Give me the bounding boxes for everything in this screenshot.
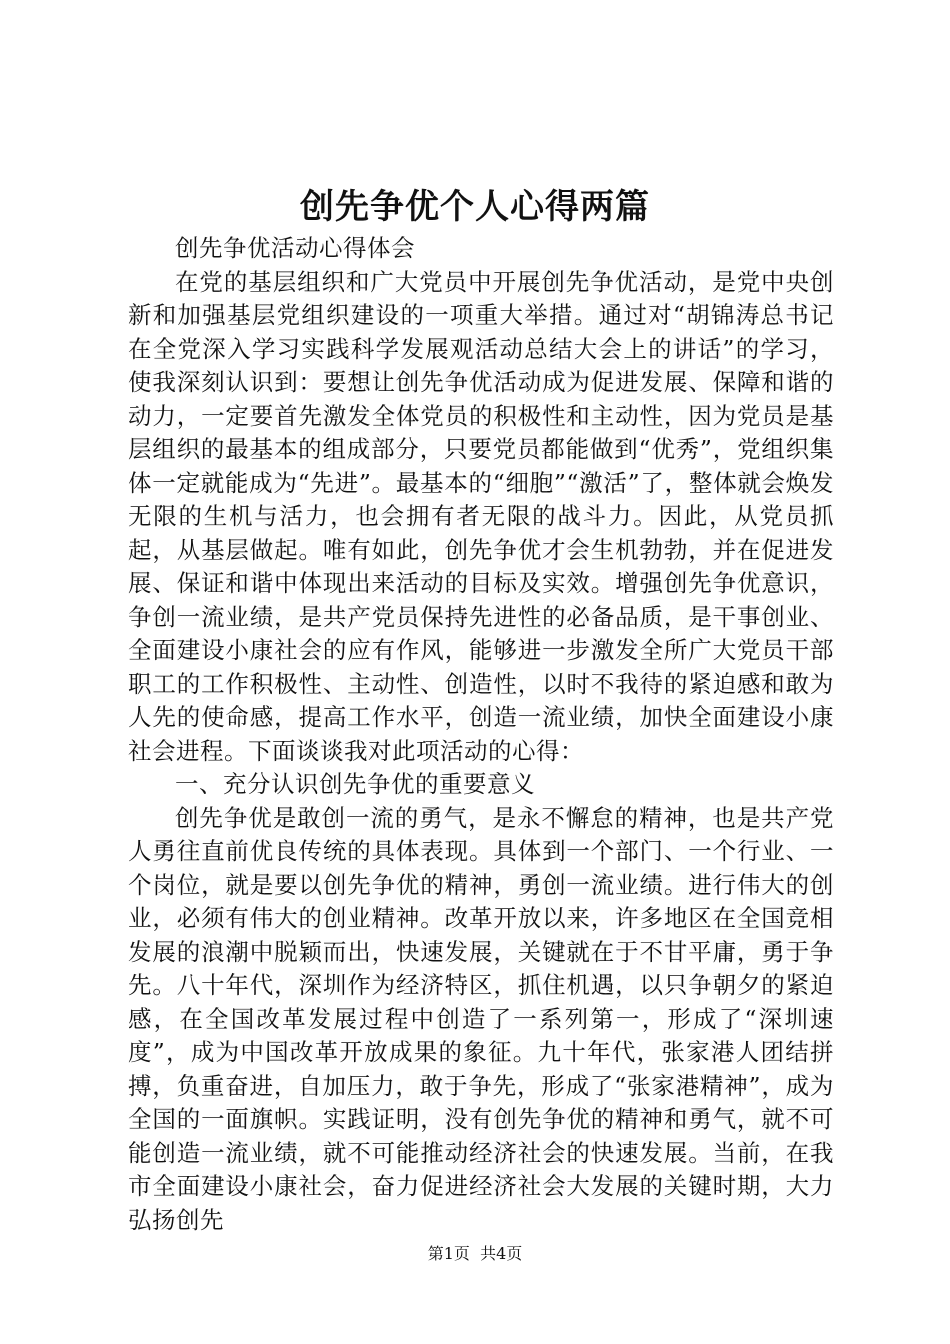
- page-footer: [0, 1242, 950, 1266]
- document-title: 创先争优个人心得两篇: [300, 187, 650, 227]
- document-subtitle: 创先争优活动心得体会: [175, 234, 415, 262]
- paragraph-1: 在党的基层组织和广大党员中开展创先争优活动，是党中央创新和加强基层党组织建设的一项重大举措。通过对“胡锦涛总书记在全党深入学习实践科学发展观活动总结大会上的讲话”的学习，使我深刻认识到：要想让创先争优活动成为促进发展、保障和谐的动力，一定要首先激发全体党员的积极性和主动性，因为党员是基层组织的最基本的组成部分，只要党员都能做到“优秀”，党组织集体一定就能成为“先进”。最基本的“细胞”“激活”了，整体就会焕发无限的生机与活力，也会拥有者无限的战斗力。因此，从党员抓起，从基层做起。唯有如此，创先争优才会生机勃勃，并在促进发展、保证和谐中体现出来活动的目标及实效。增强创先争优意识，争创一流业绩，是共产党员保持先进性的必备品质，是干事创业、全面建设小康社会的应有作风，能够进一步激发全所广大党员干部职工的工作积极性、主动性、创造性，以时不我待的紧迫感和敢为人先的使命感，提高工作水平，创造一流业绩，加快全面建设小康社会进程。下面谈谈我对此项活动的心得：: [128, 267, 834, 765]
- page-total: 共4页: [480, 1244, 523, 1263]
- page-number: 第1页: [427, 1244, 470, 1263]
- section-1-heading: 一、充分认识创先争优的重要意义: [175, 770, 535, 798]
- document-body: [128, 232, 834, 1237]
- paragraph-2: 创先争优是敢创一流的勇气，是永不懈怠的精神，也是共产党人勇往直前优良传统的具体表现。具体到一个部门、一个行业、一个岗位，就是要以创先争优的精神，勇创一流业绩。进行伟大的创业，必须有伟大的创业精神。改革开放以来，许多地区在全国竞相发展的浪潮中脱颖而出，快速发展，关键就在于不甘平庸，勇于争先。八十年代，深圳作为经济特区，抓住机遇，以只争朝夕的紧迫感，在全国改革发展过程中创造了一系列第一，形成了“深圳速度”，成为中国改革开放成果的象征。九十年代，张家港人团结拼搏，负重奋进，自加压力，敢于争先，形成了“张家港精神”，成为全国的一面旗帜。实践证明，没有创先争优的精神和勇气，就不可能创造一流业绩，就不可能推动经济社会的快速发展。当前，在我市全面建设小康社会，奋力促进经济社会大发展的关键时期，大力弘扬创先: [128, 803, 834, 1234]
